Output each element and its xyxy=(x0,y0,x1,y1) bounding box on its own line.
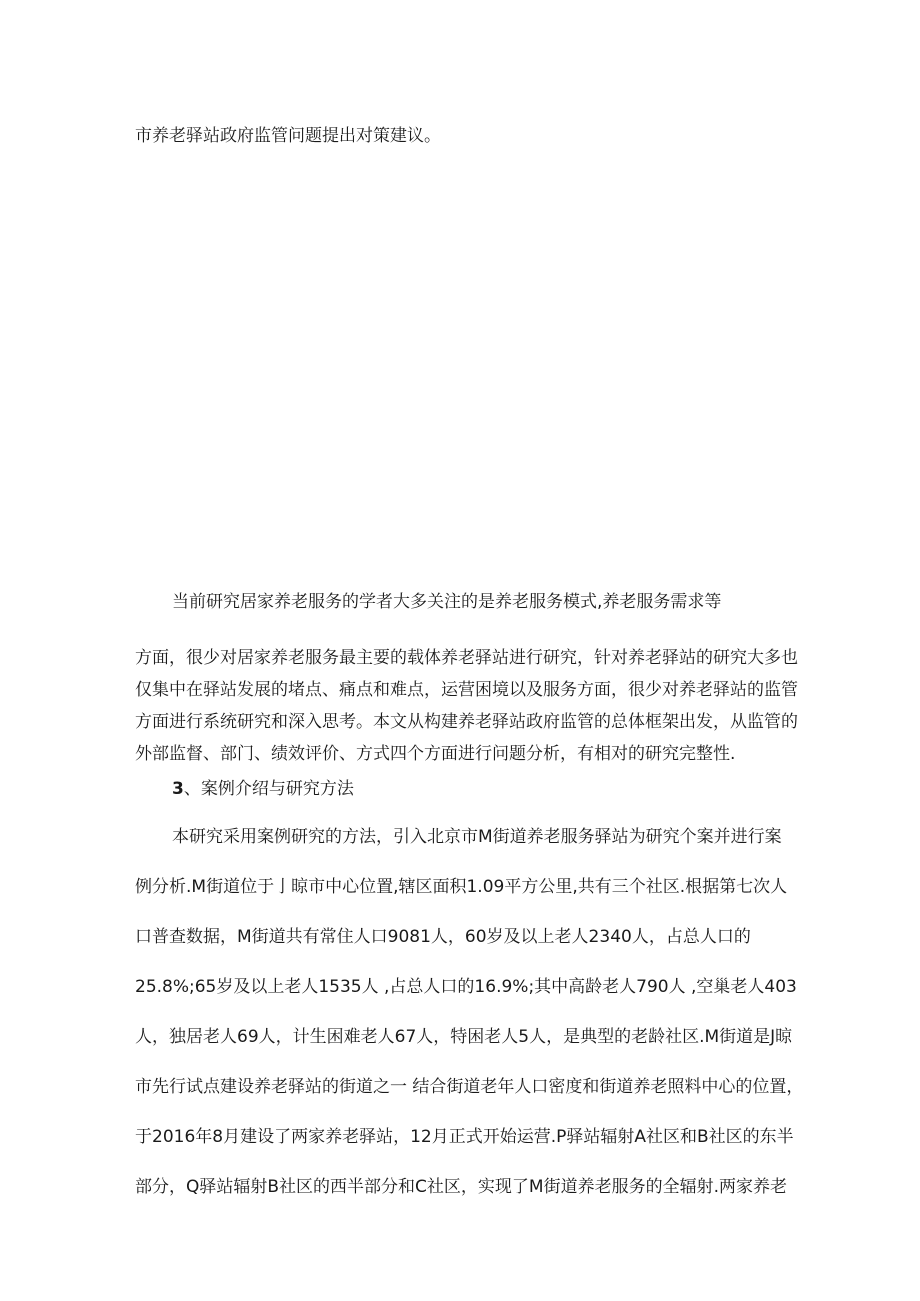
paragraph-line: 于2016年8月建设了两家养老驿站，12月正式开始运营.P驿站辐射A社区和B社区的东半 xyxy=(135,1127,794,1147)
paragraph-line: 当前研究居家养老服务的学者大多关注的是养老服务模式,养老服务需求等 xyxy=(172,592,722,612)
paragraph-line: 部分，Q驿站辐射B社区的西半部分和C社区，实现了M街道养老服务的全辐射.两家养老 xyxy=(135,1177,787,1197)
paragraph-line: 市养老驿站政府监管问题提出对策建议。 xyxy=(135,126,441,146)
paragraph-line: 25.8%;65岁及以上老人1535人 ,占总人口的16.9%;其中高龄老人790人 ,空巢老人403 xyxy=(135,977,797,997)
paragraph-line: 方面，很少对居家养老服务最主要的载体养老驿站进行研究，针对养老驿站的研究大多也 xyxy=(135,648,798,668)
paragraph-line: 本研究采用案例研究的方法，引入北京市M街道养老服务驿站为研究个案并进行案 xyxy=(172,827,782,847)
paragraph-line: 市先行试点建设养老驿站的街道之一 结合街道老年人口密度和街道养老照料中心的位置， xyxy=(135,1077,804,1097)
paragraph-line: 外部监督、部门、绩效评价、方式四个方面进行问题分析，有相对的研究完整性. xyxy=(135,744,736,764)
section-title: 、案例介绍与研究方法 xyxy=(183,779,354,799)
paragraph-line: 方面进行系统研究和深入思考。本文从构建养老驿站政府监管的总体框架出发，从监管的 xyxy=(135,712,798,732)
section-number: 3 xyxy=(172,779,184,799)
paragraph-line: 仅集中在驿站发展的堵点、痛点和难点，运营困境以及服务方面，很少对养老驿站的监管 xyxy=(135,680,798,700)
section-heading xyxy=(172,778,354,800)
paragraph-line: 人，独居老人69人，计生困难老人67人，特困老人5人，是典型的老龄社区.M街道是J晾 xyxy=(135,1027,793,1047)
paragraph-line: 口普查数据，M街道共有常住人口9081人，60岁及以上老人2340人，占总人口的 xyxy=(135,927,751,947)
paragraph-line: 例分析.M街道位于亅晾市中心位置,辖区面积1.09平方公里,共有三个社区.根据第七次人 xyxy=(135,877,788,897)
